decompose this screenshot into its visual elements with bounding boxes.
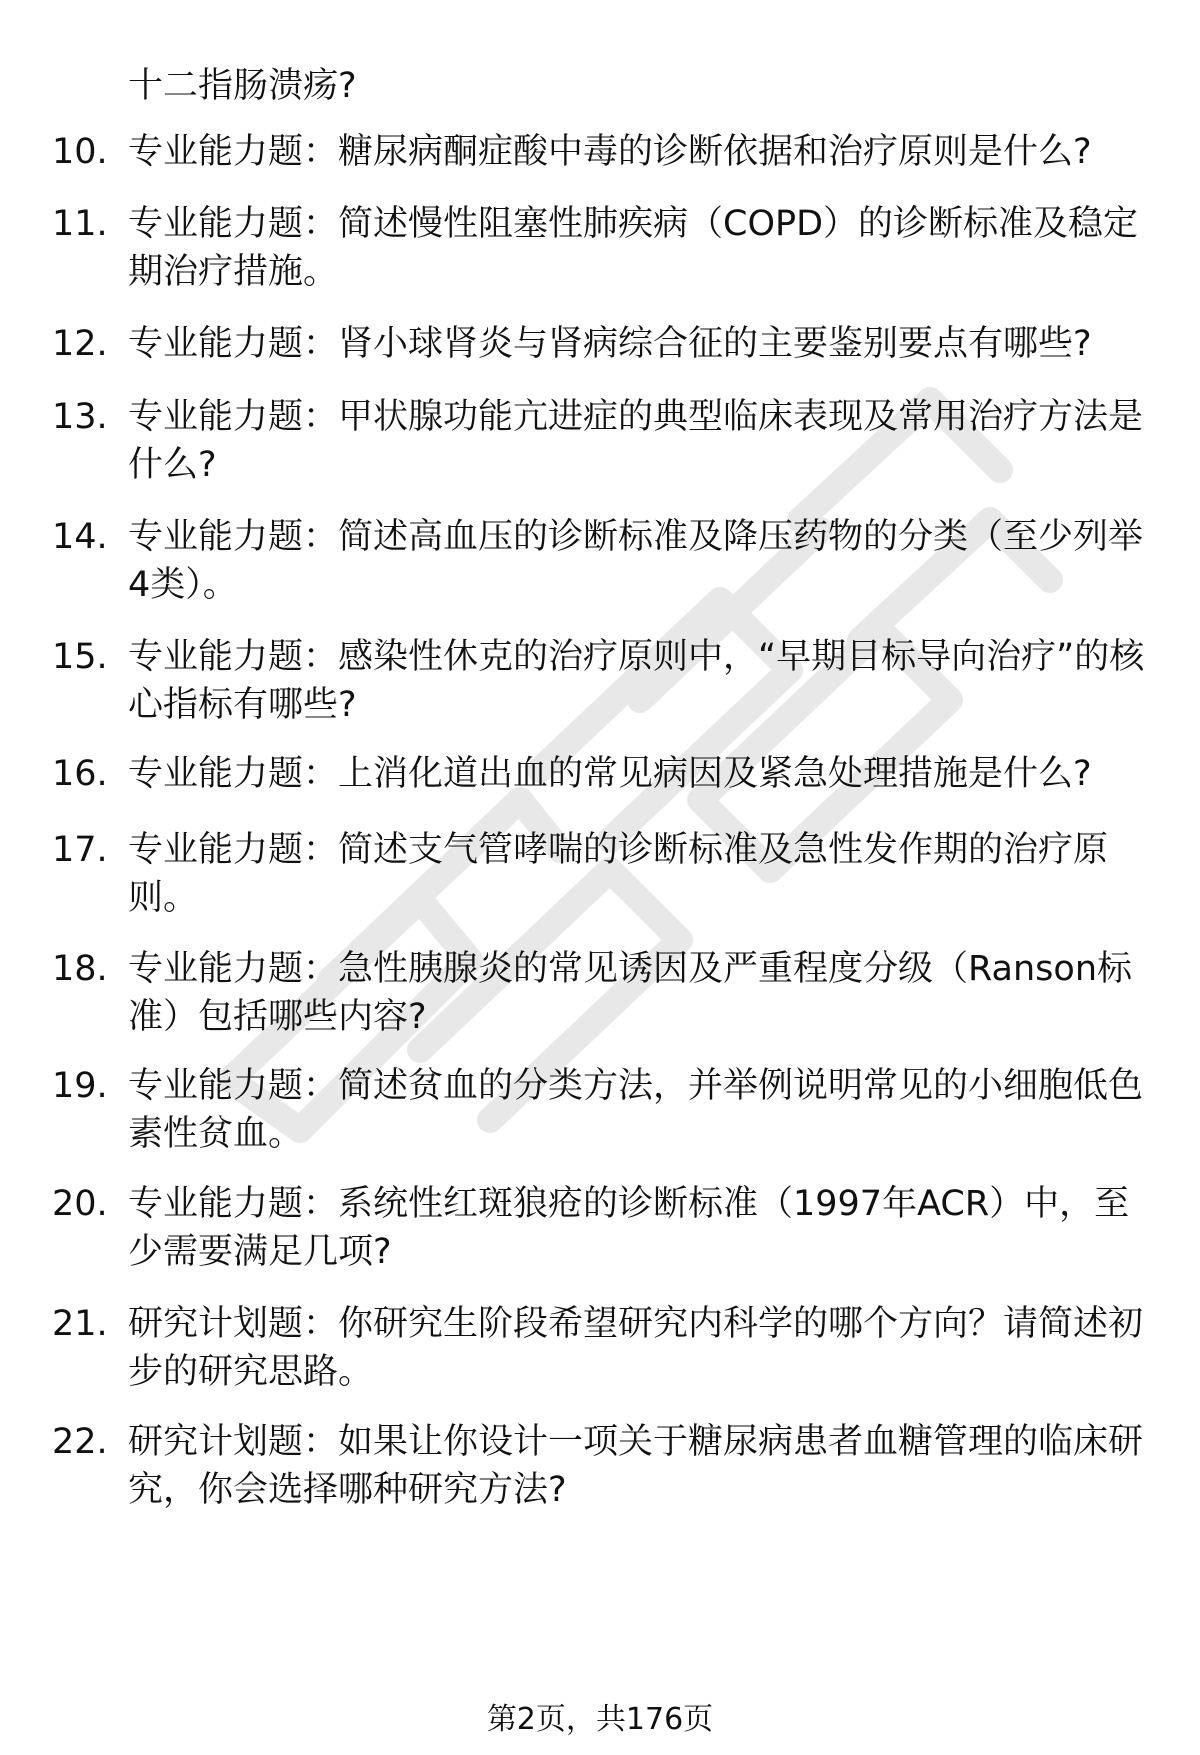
question-number: 16.	[52, 754, 108, 794]
question-item	[52, 945, 1162, 1041]
question-text: 专业能力题：糖尿病酮症酸中毒的诊断依据和治疗原则是什么?	[128, 132, 1092, 172]
question-item	[52, 200, 1162, 296]
question-text: 专业能力题：简述慢性阻塞性肺疾病（COPD）的诊断标准及稳定期治疗措施。	[128, 204, 1139, 292]
question-text: 专业能力题：简述高血压的诊断标准及降压药物的分类（至少列举4类）。	[128, 517, 1144, 605]
question-number: 11.	[52, 204, 108, 244]
question-item	[52, 633, 1162, 729]
question-text: 专业能力题：急性胰腺炎的常见诱因及严重程度分级（Ranson标准）包括哪些内容?	[128, 949, 1133, 1037]
question-text: 专业能力题：简述支气管哮喘的诊断标准及急性发作期的治疗原则。	[128, 830, 1109, 918]
question-number: 18.	[52, 949, 108, 989]
question-number: 12.	[52, 324, 108, 364]
question-number: 13.	[52, 397, 108, 437]
question-item	[52, 320, 1162, 368]
question-item	[52, 1180, 1162, 1276]
question-item	[52, 1062, 1162, 1158]
question-number: 15.	[52, 637, 108, 677]
question-number: 20.	[52, 1184, 108, 1224]
question-continuation	[52, 62, 1162, 110]
question-text: 十二指肠溃疡?	[128, 66, 357, 106]
question-text: 研究计划题：你研究生阶段希望研究内科学的哪个方向？请简述初步的研究思路。	[128, 1304, 1144, 1392]
page-footer: 第2页，共176页	[486, 1702, 714, 1737]
question-number: 17.	[52, 830, 108, 870]
question-number: 19.	[52, 1066, 108, 1106]
question-number: 21.	[52, 1304, 108, 1344]
question-item	[52, 128, 1162, 176]
question-text: 专业能力题：感染性休克的治疗原则中，“早期目标导向治疗”的核心指标有哪些?	[128, 637, 1145, 725]
question-text: 专业能力题：甲状腺功能亢进症的典型临床表现及常用治疗方法是什么?	[128, 397, 1144, 485]
question-number: 14.	[52, 517, 108, 557]
question-item	[52, 1300, 1162, 1396]
question-text: 专业能力题：简述贫血的分类方法，并举例说明常见的小细胞低色素性贫血。	[128, 1066, 1144, 1154]
question-text: 专业能力题：系统性红斑狼疮的诊断标准（1997年ACR）中，至少需要满足几项?	[128, 1184, 1130, 1272]
question-text: 专业能力题：肾小球肾炎与肾病综合征的主要鉴别要点有哪些?	[128, 324, 1092, 364]
question-number: 10.	[52, 132, 108, 172]
question-item	[52, 750, 1162, 798]
question-text: 专业能力题：上消化道出血的常见病因及紧急处理措施是什么?	[128, 754, 1092, 794]
question-item	[52, 393, 1162, 489]
question-item	[52, 513, 1162, 609]
question-number: 22.	[52, 1422, 108, 1462]
question-item	[52, 826, 1162, 922]
question-item	[52, 1418, 1162, 1514]
question-text: 研究计划题：如果让你设计一项关于糖尿病患者血糖管理的临床研究，你会选择哪种研究方法?	[128, 1422, 1144, 1510]
